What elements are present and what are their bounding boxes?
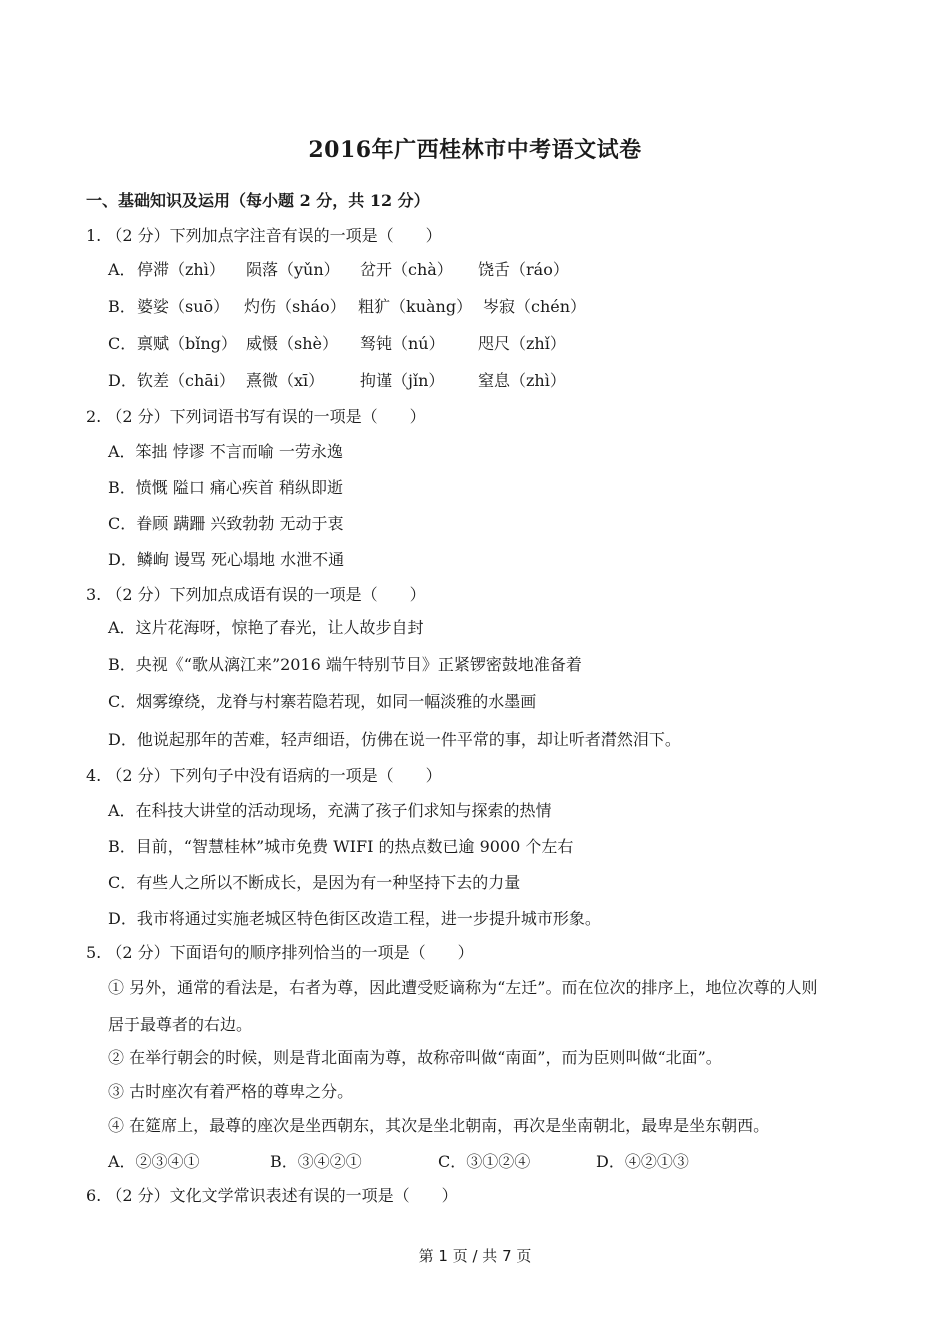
option-label: C． [108,334,137,353]
page-footer: 第 1 页 / 共 7 页 [418,1247,532,1265]
option-item: 岔开（chà） [360,260,453,279]
question-2-stem: 2. （2 分）下列词语书写有误的一项是（ ） [86,407,426,426]
option-item: 灼伤（sháo） [244,297,346,316]
question-1-stem: 1. （2 分）下列加点字注音有误的一项是（ ） [86,226,442,245]
option-item: 拘谨（jǐn） [360,371,445,390]
question-4-option-d: D．我市将通过实施老城区特色街区改造工程，进一步提升城市形象。 [108,909,601,928]
page-title: 2016年广西桂林市中考语文试卷 [308,137,642,163]
question-3-option-d: D．他说起那年的苦难，轻声细语，仿佛在说一件平常的事，却让听者潸然泪下。 [108,730,681,749]
question-4-option-b: B．目前，“智慧桂林”城市免费 WIFI 的热点数已逾 9000 个左右 [108,837,574,856]
option-item: 粗犷（kuàng） [358,297,473,316]
question-2-option-b: B．愤慨 隘口 痛心疾首 稍纵即逝 [108,478,344,497]
question-2-option-d: D．鳞峋 谩骂 死心塌地 水泄不通 [108,550,345,569]
option-item: 禀赋（bǐng） [137,334,237,353]
question-5-stem: 5. （2 分）下面语句的顺序排列恰当的一项是（ ） [86,943,474,962]
question-2-option-c: C．眷顾 蹒跚 兴致勃勃 无动于衷 [108,514,344,533]
option-b: B．③④②① [270,1152,362,1171]
question-5-sentence-2: ② 在举行朝会的时候，则是背北面南为尊，故称帝叫做“南面”，而为臣则叫做“北面”。 [108,1048,722,1067]
option-a: A．②③④① [108,1152,200,1171]
option-item: 窒息（zhì） [478,371,566,390]
question-3-option-b: B．央视《“歌从漓江来”2016 端午特别节目》正紧锣密鼓地准备着 [108,655,582,674]
question-3-option-a: A．这片花海呀，惊艳了春光，让人故步自封 [108,618,424,637]
question-2-option-a: A．笨拙 悖谬 不言而喻 一劳永逸 [108,442,343,461]
question-5-sentence-4: ④ 在筵席上，最尊的座次是坐西朝东，其次是坐北朝南，再次是坐南朝北，最卑是坐东朝西。 [108,1116,770,1135]
option-item: 钦差（chāi） [137,371,235,390]
option-label: D． [108,371,137,390]
option-label: B． [108,297,136,316]
option-item: 陨落（yǔn） [246,260,340,279]
question-5-sentence-1: ① 另外，通常的看法是，右者为尊，因此遭受贬谪称为“左迁”。而在位次的排序上，地位次尊的人则 [108,978,818,997]
option-item: 威慑（shè） [246,334,338,353]
option-item: 岑寂（chén） [483,297,587,316]
option-d: D．④②①③ [596,1152,689,1171]
option-label: A． [108,260,136,279]
option-item: 停滞（zhì） [137,260,225,279]
option-item: 驽钝（nú） [360,334,445,353]
question-4-option-a: A．在科技大讲堂的活动现场，充满了孩子们求知与探索的热情 [108,801,552,820]
question-6-stem: 6. （2 分）文化文学常识表述有误的一项是（ ） [86,1186,458,1205]
question-3-option-c: C．烟雾缭绕，龙脊与村寨若隐若现，如同一幅淡雅的水墨画 [108,692,537,711]
option-item: 熹微（xī） [246,371,325,390]
question-5-sentence-1-cont: 居于最尊者的右边。 [108,1015,253,1034]
option-item: 饶舌（ráo） [478,260,569,279]
option-item: 婆娑（suō） [137,297,230,316]
question-4-option-c: C．有些人之所以不断成长，是因为有一种坚持下去的力量 [108,873,521,892]
question-5-sentence-3: ③ 古时座次有着严格的尊卑之分。 [108,1082,354,1101]
question-3-stem: 3. （2 分）下列加点成语有误的一项是（ ） [86,585,426,604]
option-c: C．③①②④ [438,1152,531,1171]
option-item: 咫尺（zhǐ） [478,334,566,353]
section-heading: 一、基础知识及运用（每小题 2 分，共 12 分） [86,191,430,210]
question-4-stem: 4. （2 分）下列句子中没有语病的一项是（ ） [86,766,442,785]
